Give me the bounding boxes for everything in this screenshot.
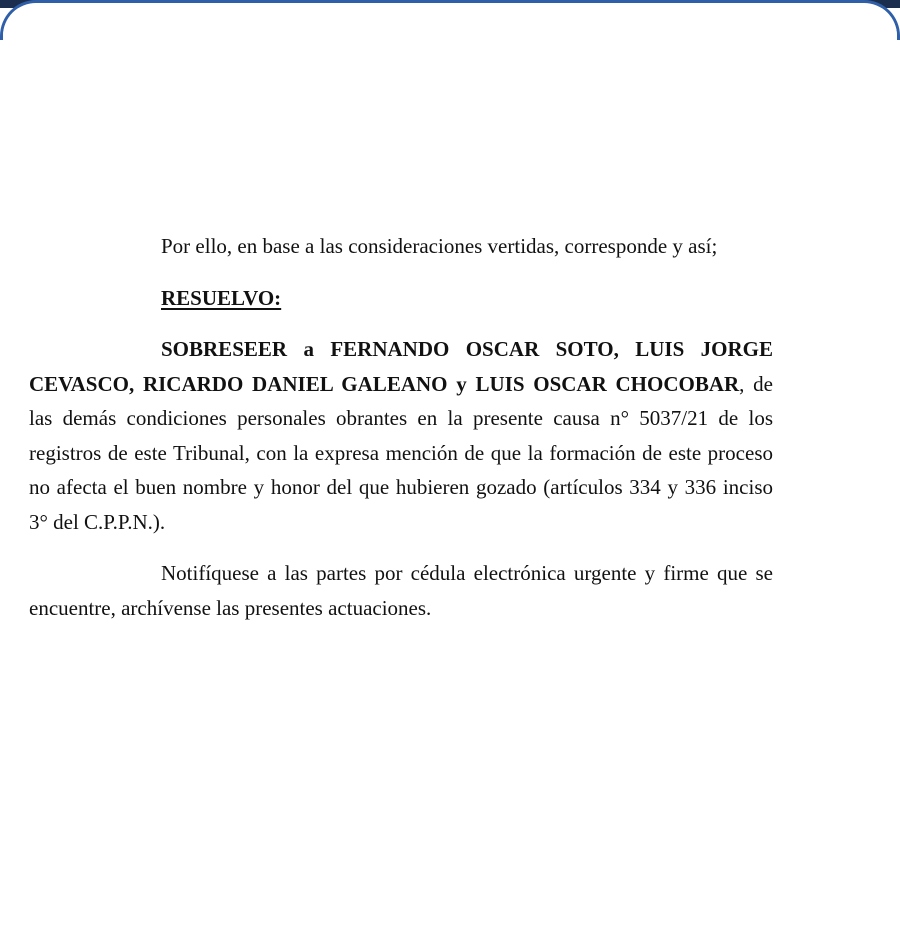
closing-paragraph: Notifíquese a las partes por cédula electrónica urgente y firme que se encuentre, archívense las presentes actuaciones.: [29, 561, 773, 620]
intro-paragraph: Por ello, en base a las consideraciones vertidas, corresponde y así;: [161, 234, 718, 258]
paragraph-gap: [29, 264, 773, 281]
resolution-heading: RESUELVO:: [161, 285, 282, 310]
defendants-names: SOBRESEER a FERNANDO OSCAR SOTO, LUIS JORGE CEVASCO, RICARDO DANIEL GALEANO y LUIS OSCAR CHOCOBAR: [29, 337, 773, 396]
paragraph-gap: [29, 315, 773, 332]
resolution-paragraph: [29, 332, 773, 539]
document-page[interactable]: [3, 3, 897, 943]
document-body: [29, 229, 773, 625]
resolution-text: , de las demás condiciones personales obrantes en la presente causa n° 5037/21 de los registros de este Tribunal, con la expresa mención de que la formación de este proceso no afecta el buen nombre y honor del que hubieren gozado (artículos 334 y 336 inciso 3° del C.P.P.N.).: [29, 371, 773, 534]
paragraph-gap: [29, 539, 773, 556]
